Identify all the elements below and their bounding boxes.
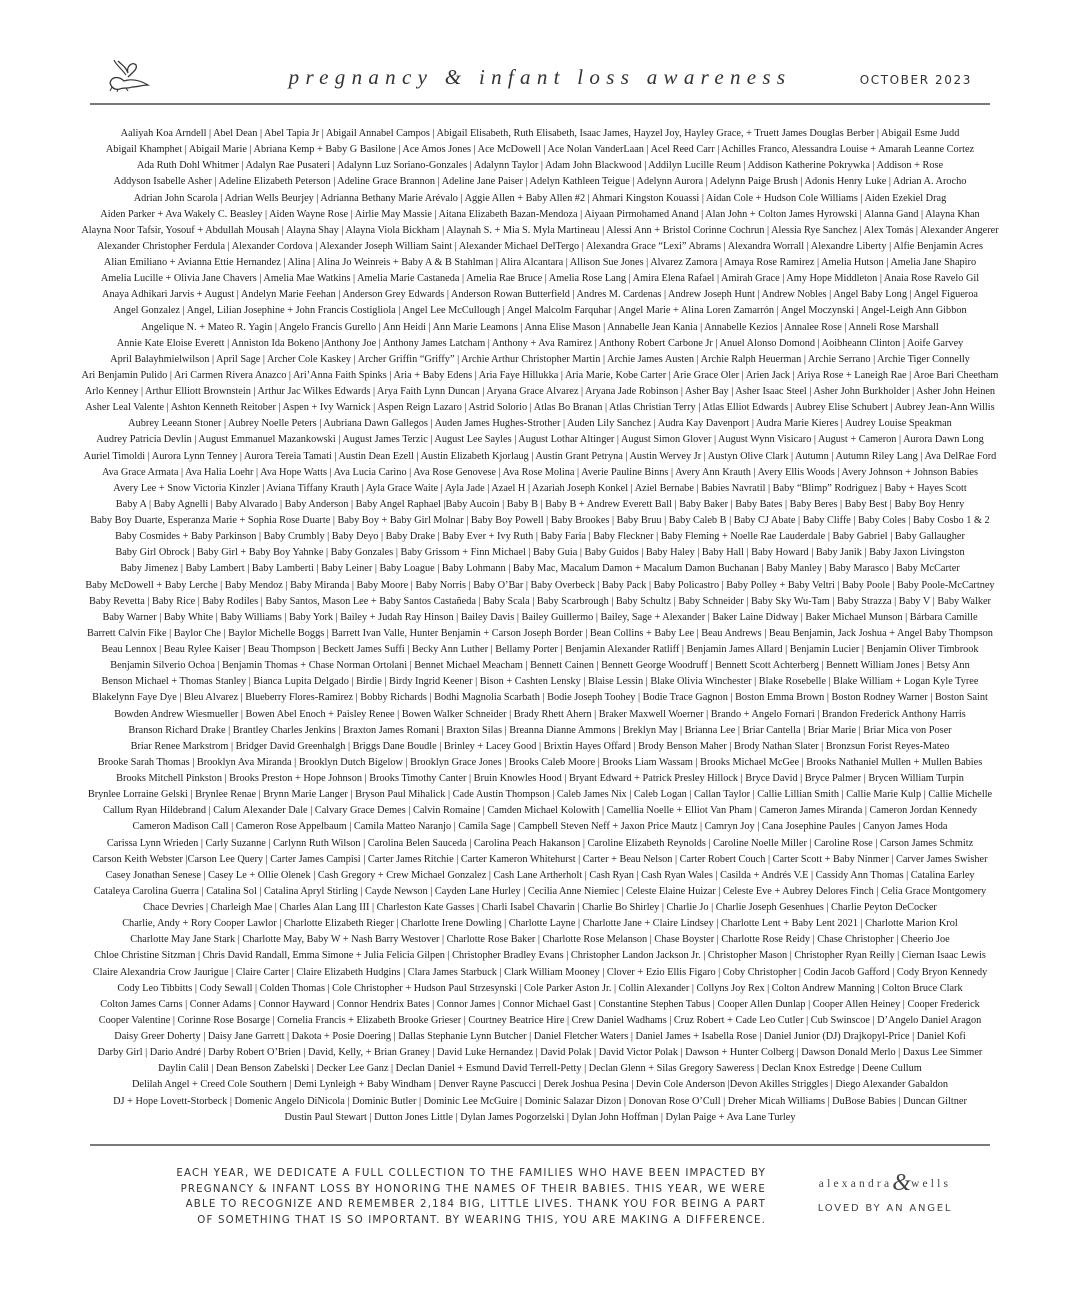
name-line: Blakelynn Faye Dye | Bleu Alvarez | Blueberry Flores-Ramirez | Bobby Richards | Bodhi Magnolia Scarbath | Bodie Joseph Toohey | Bodie Trace Gagnon | Boston Emma Brown | Boston Rodney Warner | Boston Saint [92, 692, 988, 704]
name-line: Annie Kate Eloise Everett | Anniston Ida Bokeno |Anthony Joe | Anthony James Latcham | Anthony + Ava Ramirez | Anthony Robert Carbone Jr | Anuel Alonso Domond | Aoibheann Clinton | Aoife Garvey [116, 337, 964, 349]
name-line: Aaliyah Koa Arndell | Abel Dean | Abel Tapia Jr | Abigail Annabel Campos | Abigail Elisabeth, Ruth Elisabeth, Isaac James, Hayzel Joy, Hayley Grace, + Truett James Douglas Berber | Abigail Esme Judd [120, 128, 960, 139]
name-line: Addyson Isabelle Asher | Adeline Elizabeth Peterson | Adeline Grace Brannon | Adeline Jane Paiser | Adelyn Kathleen Teigue | Adelynn Aurora | Adelynn Paige Brush | Adonis Henry Luke | Adrian A. Arocho [113, 176, 967, 188]
name-line: Benson Michael + Thomas Stanley | Bianca Lupita Delgado | Birdie | Birdy Ingrid Keener | Bison + Cashten Lensky | Blaise Lessin | Blake Olivia Winchester | Blake Rosebelle | Blake William + Logan Kyle Tyree [101, 676, 979, 688]
name-line: Darby Girl | Dario André | Darby Robert O’Brien | David, Kelly, + Brian Graney | David Luke Hernandez | David Polak | David Victor Polak | Dawson + Hunter Colberg | Dawson Donald Merlo | Daxus Lee Simmer [97, 1047, 983, 1059]
name-line: Alian Emiliano + Avianna Ettie Hernandez | Alina | Alina Jo Weinreis + Baby A & B Stahlman | Alira Alcantara | Allison Sue Jones | Alvarez Zamora | Amaya Rose Ramirez | Amelia Hutson | Amelia Jane Shapiro [103, 257, 977, 268]
name-line: Brooke Sarah Thomas | Brooklyn Ava Miranda | Brooklyn Dutch Bigelow | Brooklyn Grace Jones | Brooks Caleb Moore | Brooks Liam Wassam | Brooks Michael McGee | Brooks Nathaniel Mullen + Mullen Babies [97, 756, 983, 768]
name-line: Anaya Adhikari Jarvis + August | Andelyn Marie Feehan | Anderson Grey Edwards | Anderson Rowan Butterfield | Andres M. Cardenas | Andrew Joseph Hunt | Andrew Nobles | Angel Baby Long | Angel Figueroa [102, 289, 978, 301]
brand-tagline: LOVED BY AN ANGEL [817, 1203, 953, 1214]
name-line: Angel Gonzalez | Angel, Lilian Josephine + John Francis Costigliola | Angel Lee McCullough | Angel Malcolm Farquhar | Angel Marie + Alina Loren Zamarrón | Angel Moczynski | Angel-Leigh Ann Gibbon [113, 305, 967, 317]
name-line: Auriel Timoldi | Aurora Lynn Tenney | Aurora Tereia Tamati | Austin Dean Ezell | Austin Elizabeth Kjorlaug | Austin Grant Petryna | Austin Wervey Jr | Austyn Olive Clark | Autumn | Autumn Riley Lang | Ava DelRae Ford [83, 450, 997, 462]
name-line: Baby Cosmides + Baby Parkinson | Baby Crumbly | Baby Deyo | Baby Drake | Baby Ever + Ivy Ruth | Baby Faria | Baby Fleckner | Baby Fleming + Noelle Rae Lauderdale | Baby Gabriel | Baby Gallaugher [115, 531, 965, 543]
footer-message-line: ABLE TO RECOGNIZE AND REMEMBER 2,184 BIG, LITTLE LIVES. THANK YOU FOR BEING A PART [185, 1197, 766, 1211]
name-line: Baby Girl Obrock | Baby Girl + Baby Boy Yahnke | Baby Gonzales | Baby Grissom + Finn Michael | Baby Guia | Baby Guidos | Baby Haley | Baby Hall | Baby Howard | Baby Janik | Baby Jaxon Livingston [115, 547, 965, 559]
brand-first: alexandra [818, 1178, 893, 1190]
name-line: Ari Benjamin Pulido | Ari Carmen Rivera Anazco | Ari’Anna Faith Spinks | Aria + Baby Edens | Aria Faye Hillukka | Aria Marie, Kobe Carter | Arie Grace Oler | Arien Jack | Ariya Rose + Laneigh Rae | Aroe Bari Cheetham [81, 369, 999, 381]
name-line: Audrey Patricia Devlin | August Emmanuel Mazankowski | August James Terzic | August Lee Sayles | August Lothar Altinger | August Simon Glover | August Wynn Visicaro | August + Cameron | Aurora Dawn Long [96, 434, 984, 446]
name-line: Chloe Christine Sitzman | Chris David Randall, Emma Simone + Julia Felicia Gilpen | Christopher Bradley Evans | Christopher Landon Jackson Jr. | Christopher Mason | Christopher Ryan Reilly | Ciernan Isaac Lewis [94, 950, 986, 962]
name-line: Brooks Mitchell Pinkston | Brooks Preston + Hope Johnson | Brooks Timothy Canter | Bruin Knowles Hood | Bryant Edward + Patrick Presley Hillock | Bryce David | Bryce Palmer | Brycen William Turpin [116, 773, 964, 784]
name-line: Baby Boy Duarte, Esperanza Marie + Sophia Rose Duarte | Baby Boy + Baby Girl Molnar | Baby Boy Powell | Baby Brookes | Baby Bruu | Baby Caleb B | Baby CJ Abate | Baby Cliffe | Baby Coles | Baby Cosbo 1 & 2 [90, 515, 990, 526]
brand-last: wells [910, 1178, 952, 1190]
name-line: Cody Leo Tibbitts | Cody Sewall | Colden Thomas | Cole Christopher + Hudson Paul Strzesynski | Cole Parker Aston Jr. | Collin Alexander | Collyns Joy Rex | Colton Andrew Manning | Colton Bruce Clark [117, 982, 963, 994]
name-line: Brynlee Lorraine Gelski | Brynlee Renae | Brynn Marie Langer | Bryson Paul Mihalick | Cade Austin Thompson | Caleb James Nix | Caleb Logan | Callan Taylor | Callie Lillian Smith | Callie Marie Kulp | Callie Michelle [87, 789, 993, 801]
name-line: Carson Keith Webster |Carson Lee Query | Carter James Campisi | Carter James Ritchie | Carter Kameron Whitehurst | Carter + Beau Nelson | Carter Robert Couch | Carter Scott + Baby Ninmer | Carver James Swisher [92, 853, 988, 865]
name-line: Branson Richard Drake | Brantley Charles Jenkins | Braxton James Romani | Braxton Silas | Breanna Dianne Ammons | Breklyn May | Brianna Lee | Briar Cantella | Briar Marie | Briar Mica von Poser [128, 724, 952, 736]
name-line: Adrian John Scarola | Adrian Wells Beurjey | Adrianna Bethany Marie Arévalo | Aggie Allen + Baby Allen #2 | Ahmari Kingston Kouassi | Aidan Cole + Hudson Cole Williams | Aiden Ezekiel Drag [133, 192, 947, 204]
name-line: Alayna Noor Tafsir, Yosouf + Abdullah Mousah | Alayna Shay | Alayna Viola Bickham | Alaynah S. + Mia S. Myla Martineau | Alessi Ann + Bristol Corinne Cochrun | Alessia Rye Sanchez | Alex Tomás | Alexander Angerer [81, 224, 999, 236]
top-divider [90, 103, 990, 105]
date-label: OCTOBER 2023 [859, 73, 972, 87]
name-line: Aiden Parker + Ava Wakely C. Beasley | Aiden Wayne Rose | Airlie May Massie | Aitana Elizabeth Bazan-Mendoza | Aiyaan Pirmohamed Anand | Alan John + Colton James Hyrowski | Alanna Gand | Alayna Khan [100, 208, 980, 220]
name-line: Arlo Kenney | Arthur Elliott Brownstein | Arthur Jac Wilkes Edwards | Arya Faith Lynn Duncan | Aryana Grace Alvarez | Aryana Jade Robinson | Asher Bay | Asher Isaac Steel | Asher John Burkholder | Asher John Heinen [84, 386, 996, 397]
name-line: Charlie, Andy + Rory Cooper Lawlor | Charlotte Elizabeth Rieger | Charlotte Irene Dowling | Charlotte Layne | Charlotte Jane + Claire Lindsey | Charlotte Lent + Baby Lent 2021 | Charlotte Marion Krol [122, 918, 958, 930]
name-line: Ada Ruth Dohl Whitmer | Adalyn Rae Pusateri | Adalynn Luz Soriano-Gonzales | Adalynn Taylor | Adam John Blackwood | Addilyn Lucille Reum | Addison Katherine Pokrywka | Addison + Rose [136, 160, 944, 172]
page-title: pregnancy & infant loss awareness [288, 65, 792, 89]
name-line: Cameron Madison Call | Cameron Rose Appelbaum | Camila Matteo Naranjo | Camila Sage | Campbell Steven Neff + Jaxon Price Mautz | Camryn Joy | Cana Josephine Paules | Canyon James Hoda [132, 821, 948, 833]
name-line: Abigail Khamphet | Abigail Marie | Abriana Kemp + Baby G Basilone | Ace Amos Jones | Ace McDowell | Ace Nolan VanderLaan | Acel Reed Carr | Achilles Franco, Alessandra Louise + Amarah Leanne Cortez [105, 144, 975, 156]
name-line: Amelia Lucille + Olivia Jane Chavers | Amelia Mae Watkins | Amelia Marie Castaneda | Amelia Rae Bruce | Amelia Rose Lang | Amira Elena Rafael | Amirah Grace | Amy Hope Middleton | Anaia Rose Ravelo Gil [100, 273, 980, 285]
footer-message-line: OF SOMETHING THAT IS SO IMPORTANT. BY WEARING THIS, YOU ARE MAKING A DIFFERENCE. [197, 1212, 767, 1226]
name-line: Daisy Greer Doherty | Daisy Jane Garrett | Dakota + Posie Doering | Dallas Stephanie Lynn Butcher | Daniel Fletcher Waters | Daniel James + Isabella Rose | Daniel Junior (DJ) Drajkopyl-Price | Daniel Kofi [114, 1031, 966, 1042]
name-line: Baby Warner | Baby White | Baby Williams | Baby York | Bailey + Judah Ray Hinson | Bailey Davis | Bailey Guillermo | Bailey, Sage + Alexander | Baker Laine Didway | Baker Michael Munson | Bárbara Camille [102, 611, 978, 623]
page-header [90, 55, 990, 105]
name-line: Baby A | Baby Agnelli | Baby Alvarado | Baby Anderson | Baby Angel Raphael |Baby Aucoin | Baby B | Baby B + Andrew Everett Ball | Baby Baker | Baby Bates | Baby Beres | Baby Best | Baby Boy Henry [115, 498, 965, 510]
name-line: Beau Lennox | Beau Rylee Kaiser | Beau Thompson | Beckett James Suffi | Becky Ann Luther | Bellamy Porter | Benjamin Alexander Ratliff | Benjamin James Allard | Benjamin Lucier | Benjamin Oliver Timbrook [101, 644, 979, 655]
name-line: Briar Renee Markstrom | Bridger David Greenhalgh | Briggs Dane Boudle | Brinley + Lacey Good | Brixtin Hayes Offard | Brody Benson Maher | Brody Nathan Slater | Bronzsun Forist Reyes-Mateo [130, 740, 950, 752]
name-line: Cooper Valentine | Corinne Rose Bosarge | Cornelia Francis + Elizabeth Brooke Grieser | Courtney Beatrice Hire | Crew Daniel Wadhams | Cruz Robert + Cade Leo Cutler | Cub Swinscoe | D’Angelo Daniel Aragon [98, 1014, 982, 1026]
name-line: Ava Grace Armata | Ava Halia Loehr | Ava Hope Watts | Ava Lucia Carino | Ava Rose Genovese | Ava Rose Molina | Averie Pauline Binns | Avery Ann Krauth | Avery Ellis Woods | Avery Johnson + Johnson Babies [101, 466, 979, 478]
name-line: Callum Ryan Hildebrand | Calum Alexander Dale | Calvary Grace Demes | Calvin Romaine | Camden Michael Kolowith | Camellia Noelle + Elliot Van Pham | Cameron James Miranda | Cameron Jordan Kennedy [102, 805, 978, 817]
name-line: Alexander Christopher Ferdula | Alexander Cordova | Alexander Joseph William Saint | Alexander Michael DelTergo | Alexandra Grace “Lexi” Abrams | Alexandra Worrall | Alexandre Liberty | Alfie Benjamin Acres [96, 240, 983, 252]
name-line: Bowden Andrew Wiesmueller | Bowen Abel Enoch + Paisley Renee | Bowen Walker Schneider | Brady Rhett Ahern | Braker Maxwell Woerner | Brando + Angelo Fornari | Brandon Frederick Anthony Harris [114, 708, 966, 720]
bottom-divider [90, 1144, 990, 1146]
name-line: Charlotte May Jane Stark | Charlotte May, Baby W + Nash Barry Westover | Charlotte Rose Baker | Charlotte Rose Melanson | Chase Boyster | Charlotte Rose Reidy | Chase Christopher | Cheerio Joe [130, 934, 950, 946]
name-line: Aubrey Leeann Stoner | Aubrey Noelle Peters | Aubriana Dawn Gallegos | Auden James Hughes-Strother | Auden Lily Sanchez | Audra Kay Davenport | Audra Marie Kieres | Audrey Louise Speakman [128, 418, 952, 430]
name-line: Delilah Angel + Creed Cole Southern | Demi Lynleigh + Baby Windham | Denver Rayne Pascucci | Derek Joshua Pesina | Devin Cole Anderson |Devon Akilles Striggles | Diego Alexander Gabaldon [131, 1079, 949, 1091]
name-line: Benjamin Silverio Ochoa | Benjamin Thomas + Chase Norman Ortolani | Bennet Michael Meacham | Bennett Cainen | Bennett George Woodruff | Bennett Scott Achterberg | Bennett William Jones | Betsy Ann [110, 660, 970, 672]
name-line: Cataleya Carolina Guerra | Catalina Sol | Catalina Apryl Stirling | Cayde Newson | Cayden Lane Hurley | Cecilia Anne Niemiec | Celeste Elaine Huizar | Celeste Eve + Aubrey Delores Finch | Celia Grace Montgomery [93, 885, 987, 897]
name-line: Baby Revetta | Baby Rice | Baby Rodiles | Baby Santos, Mason Lee + Baby Santos Castañeda | Baby Scala | Baby Scarbrough | Baby Schultz | Baby Schneider | Baby Sky Wu-Tam | Baby Strazza | Baby V | Baby Walker [89, 595, 991, 607]
brand-wordmark [790, 1170, 980, 1197]
name-line: Colton James Carns | Conner Adams | Connor Hayward | Connor Hendrix Bates | Connor James | Connor Michael Gast | Constantine Stephen Tabus | Cooper Allen Dunlap | Cooper Allen Heiney | Cooper Frederick [100, 998, 980, 1010]
name-line: Angelique N. + Mateo R. Yagin | Angelo Francis Gurello | Ann Heidi | Ann Marie Leamons | Anna Elise Mason | Annabelle Jean Kania | Annabelle Kezios | Annalee Rose | Anneli Rose Marshall [141, 321, 939, 333]
name-line: April Balayhmielwilson | April Sage | Archer Cole Kaskey | Archer Griffin “Griffy” | Archie Arthur Christopher Martin | Archie James Austen | Archie Ralph Heuerman | Archie Serrano | Archie Tiger Connelly [110, 353, 970, 365]
names-list [40, 126, 1040, 1126]
name-line: Baby McDowell + Baby Lerche | Baby Mendoz | Baby Miranda | Baby Moore | Baby Norris | Baby O’Bar | Baby Overbeck | Baby Pack | Baby Policastro | Baby Polley + Baby Veltri | Baby Poole | Baby Poole-McCartney [85, 579, 995, 591]
footer-message [137, 1165, 766, 1227]
name-line: Chace Devries | Charleigh Mae | Charles Alan Lang III | Charleston Kate Gasses | Charli Isabel Chavarin | Charlie Bo Shirley | Charlie Jo | Charlie Joseph Gesenhues | Charlie Peyton DeCocker [143, 902, 937, 913]
name-line: Daylin Calil | Dean Benson Zabelski | Decker Lee Ganz | Declan Daniel + Esmund David Terrell-Petty | Declan Glenn + Silas Gregory Saweress | Declan Knox Estredge | Deene Cullum [158, 1063, 922, 1075]
brand-ampersand: & [892, 1170, 911, 1196]
brand-logo [790, 1170, 980, 1214]
footer-message-line: EACH YEAR, WE DEDICATE A FULL COLLECTION TO THE FAMILIES WHO HAVE BEEN IMPACTED BY [176, 1166, 766, 1179]
name-line: Asher Leal Valente | Ashton Kenneth Reitober | Aspen + Ivy Warnick | Aspen Reign Lazaro | Astrid Solorio | Atlas Bo Branan | Atlas Christian Terry | Atlas Elliot Edwards | Aubrey Elise Schubert | Aubrey Jean-Ann Willis [85, 402, 995, 414]
name-line: Carissa Lynn Wrieden | Carly Suzanne | Carlynn Ruth Wilson | Carolina Belen Sauceda | Carolina Peach Hakanson | Caroline Elizabeth Reynolds | Caroline Noelle Miller | Caroline Rose | Carson James Schmitz [106, 837, 974, 849]
name-line: Casey Jonathan Senese | Casey Le + Ollie Olenek | Cash Gregory + Crew Michael Gonzalez | Cash Lane Artherholt | Cash Ryan | Cash Ryan Wales | Casilda + Andrés V.E | Cassidy Ann Thomas | Catalina Earley [105, 869, 975, 881]
name-line: Barrett Calvin Fike | Baylor Che | Baylor Michelle Boggs | Barrett Ivan Valle, Hunter Benjamin + Carson Joseph Border | Bean Collins + Baby Lee | Beau Andrews | Beau Benjamin, Jack Joshua + Angel Baby Thompson [87, 627, 993, 639]
name-line: Claire Alexandria Crow Jaurigue | Claire Carter | Claire Elizabeth Hudgins | Clara James Starbuck | Clark William Mooney | Clover + Ezio Ellis Figaro | Coby Christopher | Codin Jacob Gafford | Cody Bryon Kennedy [92, 966, 988, 978]
footer-message-line: PREGNANCY & INFANT LOSS BY HONORING THE NAMES OF THEIR BABIES. THIS YEAR, WE WERE [180, 1181, 767, 1195]
name-line: DJ + Hope Lovett-Storbeck | Domenic Angelo DiNicola | Dominic Butler | Dominic Lee McGuire | Dominic Salazar Dizon | Donovan Rose O’Cull | Dreher Micah Williams | DuBose Babies | Duncan Giltner [113, 1095, 967, 1107]
name-line: Baby Jimenez | Baby Lambert | Baby Lamberti | Baby Leiner | Baby Loague | Baby Lohmann | Baby Mac, Macalum Damon + Macalum Damon Buchanan | Baby Manley | Baby Marasco | Baby McCarter [120, 563, 960, 575]
name-line: Avery Lee + Snow Victoria Kinzler | Aviana Tiffany Krauth | Ayla Grace Waite | Ayla Jade | Azael H | Azariah Joseph Konkel | Aziel Bernabe | Babies Navratil | Baby “Blimp” Rodriguez | Baby + Hayes Scott [113, 482, 967, 494]
name-line: Dustin Paul Stewart | Dutton Jones Little | Dylan James Pogorzelski | Dylan John Hoffman | Dylan Paige + Ava Lane Turley [284, 1111, 796, 1123]
